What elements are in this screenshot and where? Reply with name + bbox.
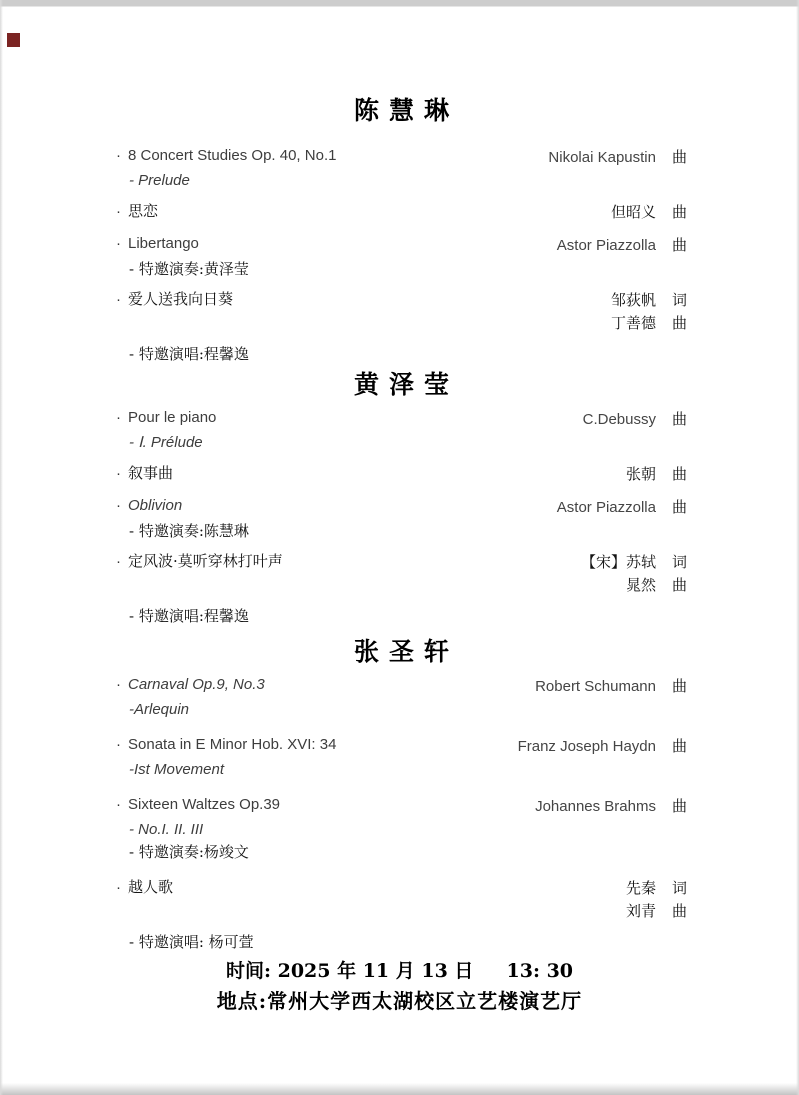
program-item	[116, 795, 687, 862]
bullet-dot-icon: ·	[116, 553, 121, 570]
credits	[535, 675, 687, 698]
piece-title-cell	[116, 735, 336, 755]
credit-role: 词	[671, 553, 687, 571]
piece-subtitle: - 特邀演奏:杨竣文	[129, 843, 249, 861]
bullet-dot-icon: ·	[116, 676, 121, 693]
bullet-dot-icon: ·	[116, 291, 121, 308]
program-item	[116, 675, 687, 720]
credit-name: 刘青	[625, 902, 656, 920]
credit-line	[626, 463, 687, 486]
credit-name: 【宋】苏轼	[580, 553, 656, 571]
credit-name: 先秦	[625, 879, 656, 897]
piece-title: Sixteen Waltzes Op.39	[128, 796, 281, 813]
piece-title: 定风波·莫听穿林打叶声	[128, 552, 283, 570]
credit-line	[557, 234, 687, 257]
credit-line	[581, 551, 687, 574]
credit-name: C.Debussy	[582, 411, 656, 428]
bullet-dot-icon: ·	[116, 203, 121, 220]
credits	[535, 795, 687, 818]
piece-subtitle: - 特邀演唱:程馨逸	[129, 607, 249, 625]
performer-section	[116, 635, 687, 967]
program-item	[116, 408, 687, 453]
credit-name: 张朝	[625, 465, 656, 483]
credits	[626, 877, 687, 923]
program-item	[116, 735, 687, 780]
piece-row	[116, 877, 687, 923]
bullet-dot-icon: ·	[116, 147, 121, 164]
piece-title-cell	[116, 463, 173, 484]
piece-row	[116, 201, 687, 224]
program-item	[116, 201, 687, 224]
credit-role: 曲	[671, 498, 687, 516]
credit-line	[535, 795, 687, 818]
bullet-dot-icon: ·	[116, 796, 121, 813]
credit-line	[581, 574, 687, 597]
piece-row	[116, 289, 687, 335]
piece-subtitle: - Prelude	[129, 172, 190, 189]
piece-title: Oblivion	[128, 497, 183, 514]
piece-row	[116, 735, 687, 758]
program-item	[116, 551, 687, 626]
piece-title-cell	[116, 675, 265, 695]
bullet-dot-icon: ·	[116, 465, 121, 482]
piece-title-cell	[116, 408, 216, 428]
credit-role: 曲	[671, 576, 687, 594]
piece-subtitle: - 特邀演奏:黄泽莹	[129, 260, 249, 278]
piece-title: Carnaval Op.9, No.3	[128, 676, 265, 693]
credit-line	[518, 735, 687, 758]
bullet-dot-icon: ·	[116, 235, 121, 252]
bullet-dot-icon: ·	[116, 879, 121, 896]
piece-row	[116, 463, 687, 486]
credit-name: Robert Schumann	[535, 678, 656, 695]
credit-role: 词	[671, 879, 687, 897]
credit-name: Nikolai Kapustin	[548, 149, 656, 166]
piece-title: 思恋	[128, 202, 159, 220]
event-venue: 地点:常州大学西太湖校区立艺楼演艺厅	[216, 989, 583, 1013]
credits	[548, 146, 687, 169]
piece-row	[116, 408, 687, 431]
program-item	[116, 289, 687, 364]
credit-role: 曲	[671, 797, 687, 815]
piece-title-cell	[116, 289, 233, 310]
credit-line	[557, 496, 687, 519]
piece-row	[116, 496, 687, 519]
credits	[557, 234, 687, 257]
corner-mark	[7, 33, 20, 47]
piece-subtitle: - Ⅰ. Prélude	[129, 434, 203, 451]
credit-line	[626, 900, 687, 923]
performer-heading: 张圣轩	[353, 637, 459, 666]
page-left-edge	[0, 0, 3, 1095]
piece-title: 叙事曲	[128, 464, 174, 482]
piece-row	[116, 551, 687, 597]
credit-name: Johannes Brahms	[535, 798, 656, 815]
page-bottom-edge	[0, 1083, 799, 1095]
credit-name: 邹荻帆	[610, 291, 656, 309]
credits	[611, 201, 687, 224]
credit-role: 曲	[671, 203, 687, 221]
piece-title-cell	[116, 234, 199, 254]
piece-subtitle: -Arlequin	[129, 701, 190, 718]
piece-subtitle: - 特邀演唱: 杨可萱	[129, 933, 254, 951]
piece-title: 越人歌	[128, 878, 174, 896]
piece-title-cell	[116, 201, 158, 222]
piece-title: 爱人送我向日葵	[128, 290, 234, 308]
performer-section	[116, 368, 687, 636]
piece-title-cell	[116, 551, 283, 572]
credit-role: 曲	[671, 465, 687, 483]
program-item	[116, 877, 687, 952]
piece-row	[116, 675, 687, 698]
bullet-dot-icon: ·	[116, 409, 121, 426]
credit-line	[611, 289, 687, 312]
credit-line	[548, 146, 687, 169]
performer-heading: 黄泽莹	[353, 370, 459, 399]
piece-row	[116, 146, 687, 169]
credit-line	[583, 408, 687, 431]
program-item	[116, 496, 687, 541]
piece-row	[116, 795, 687, 818]
credit-line	[611, 312, 687, 335]
footer	[0, 956, 799, 1017]
program-item	[116, 234, 687, 279]
piece-subtitle: -Ist Movement	[129, 761, 225, 778]
credits	[557, 496, 687, 519]
piece-title-cell	[116, 795, 280, 815]
credit-name: Astor Piazzolla	[556, 499, 656, 516]
program-item	[116, 463, 687, 486]
credits	[626, 463, 687, 486]
piece-title-cell	[116, 496, 182, 516]
bullet-dot-icon: ·	[116, 736, 121, 753]
piece-title: Pour le piano	[128, 409, 217, 426]
piece-row	[116, 234, 687, 257]
credits	[518, 735, 687, 758]
credit-role: 曲	[671, 902, 687, 920]
credits	[611, 289, 687, 335]
credit-role: 曲	[671, 737, 687, 755]
credit-line	[626, 877, 687, 900]
credit-name: 但昭义	[610, 203, 656, 221]
credit-line	[611, 201, 687, 224]
piece-title: Sonata in E Minor Hob. XVI: 34	[128, 736, 337, 753]
piece-subtitle: - 特邀演唱:程馨逸	[129, 345, 249, 363]
credit-name: 晁然	[625, 576, 656, 594]
credit-role: 曲	[671, 677, 687, 695]
credit-name: 丁善德	[610, 314, 656, 332]
page-top-edge	[0, 0, 799, 7]
piece-subtitle: - 特邀演奏:陈慧琳	[129, 522, 249, 540]
piece-title-cell	[116, 146, 336, 166]
credit-role: 曲	[671, 314, 687, 332]
credits	[583, 408, 687, 431]
event-time: 时间: 2025 年 11 月 13 日 13: 30	[225, 960, 574, 982]
credit-name: Astor Piazzolla	[556, 237, 656, 254]
program-item	[116, 146, 687, 191]
piece-title: Libertango	[128, 235, 199, 252]
credit-name: Franz Joseph Haydn	[517, 738, 656, 755]
credit-role: 词	[671, 291, 687, 309]
performer-heading: 陈慧琳	[353, 96, 459, 125]
bullet-dot-icon: ·	[116, 497, 121, 514]
piece-title-cell	[116, 877, 173, 898]
piece-title: 8 Concert Studies Op. 40, No.1	[128, 147, 337, 164]
piece-subtitle: - No.I. II. III	[129, 821, 204, 838]
credit-line	[535, 675, 687, 698]
credit-role: 曲	[671, 148, 687, 166]
credit-role: 曲	[671, 236, 687, 254]
performer-section	[116, 94, 687, 374]
credit-role: 曲	[671, 410, 687, 428]
credits	[581, 551, 687, 597]
